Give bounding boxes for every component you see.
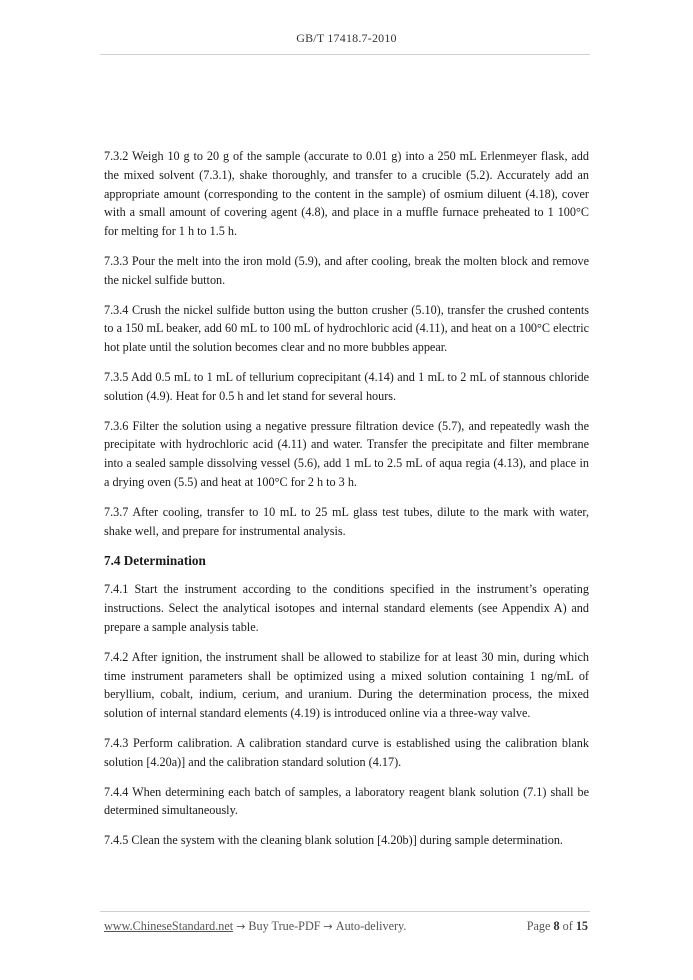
paragraph-7-3-3: 7.3.3 Pour the melt into the iron mold (5.9), and after cooling, break the molten block and remove the nickel sulfide button. [104,253,589,287]
footer-promo [104,919,406,934]
paragraph-7-4-3: 7.4.3 Perform calibration. A calibration standard curve is established using the calibration blank solution [4.20a)] and the calibration standard solution (4.17). [104,735,589,769]
of-word: of [562,919,573,933]
paragraph-7-3-2: 7.3.2 Weigh 10 g to 20 g of the sample (accurate to 0.01 g) into a 250 mL Erlenmeyer flask, add the mixed solvent (7.3.1), shake thoroughly, and transfer to a crucible (5.2). Accurately add an appropriate amount (corresponding to the content in the sample) of osmium diluent (4.18), cover with a small amount of covering agent (4.8), and place in a muffle furnace preheated to 1 100°C for melting for 1 h to 1.5 h. [104,149,589,239]
page-word: Page [526,919,551,933]
paragraph-7-4-2: 7.4.2 After ignition, the instrument shall be allowed to stabilize for at least 30 min, during which time instrument parameters shall be optimized using a mixed solution containing 1 ng/mL of beryllium, cobalt, indium, cerium, and uranium. During the determination process, the mixed solution of internal standard elements (4.19) is introduced online via a three-way valve. [104,649,589,721]
arrow-right-icon: → [323,920,333,933]
page-content [104,147,589,861]
arrow-right-icon: → [236,920,246,933]
paragraph-7-3-4: 7.3.4 Crush the nickel sulfide button using the button crusher (5.10), transfer the crushed contents to a 150 mL beaker, add 60 mL to 100 mL of hydrochloric acid (4.11), and heat on a 100°C electric hot plate until the solution becomes clear and no more bubbles appear. [104,302,589,355]
page-header: GB/T 17418.7-2010 [296,31,397,45]
section-heading: 7.4 Determination [104,553,206,569]
paragraph-7-4-5: 7.4.5 Clean the system with the cleaning blank solution [4.20b)] during sample determination. [104,833,563,848]
page-number [527,919,588,934]
paragraph-7-4-4: 7.4.4 When determining each batch of samples, a laboratory reagent blank solution (7.1) shall be determined simultaneously. [104,784,589,818]
delivery-text: Auto-delivery. [335,919,407,933]
header-divider [100,54,590,55]
page-current: 8 [553,919,560,933]
page-total: 15 [575,919,588,933]
site-link[interactable]: www.ChineseStandard.net [104,919,234,933]
page-footer [104,919,588,934]
paragraph-7-3-6: 7.3.6 Filter the solution using a negative pressure filtration device (5.7), and repeatedly wash the precipitate with hydrochloric acid (4.11) and water. Transfer the precipitate and filter membrane into a sealed sample dissolving vessel (5.6), add 1 mL to 2.5 mL of aqua regia (4.13), and place in a drying oven (5.5) and heat at 100°C for 2 h to 3 h. [104,418,589,489]
paragraph-7-3-5: 7.3.5 Add 0.5 mL to 1 mL of tellurium coprecipitant (4.14) and 1 mL to 2 mL of stannous chloride solution (4.9). Heat for 0.5 h and let stand for several hours. [104,369,589,403]
paragraph-7-4-1: 7.4.1 Start the instrument according to the conditions specified in the instrument’s operating instructions. Select the analytical isotopes and internal standard elements (see Appendix A) and prepare a sample analysis table. [104,582,589,634]
footer-divider [100,911,590,912]
buy-text: Buy True-PDF [248,919,321,933]
paragraph-7-3-7: 7.3.7 After cooling, transfer to 10 mL to 25 mL glass test tubes, dilute to the mark with water, shake well, and prepare for instrumental analysis. [104,504,589,538]
